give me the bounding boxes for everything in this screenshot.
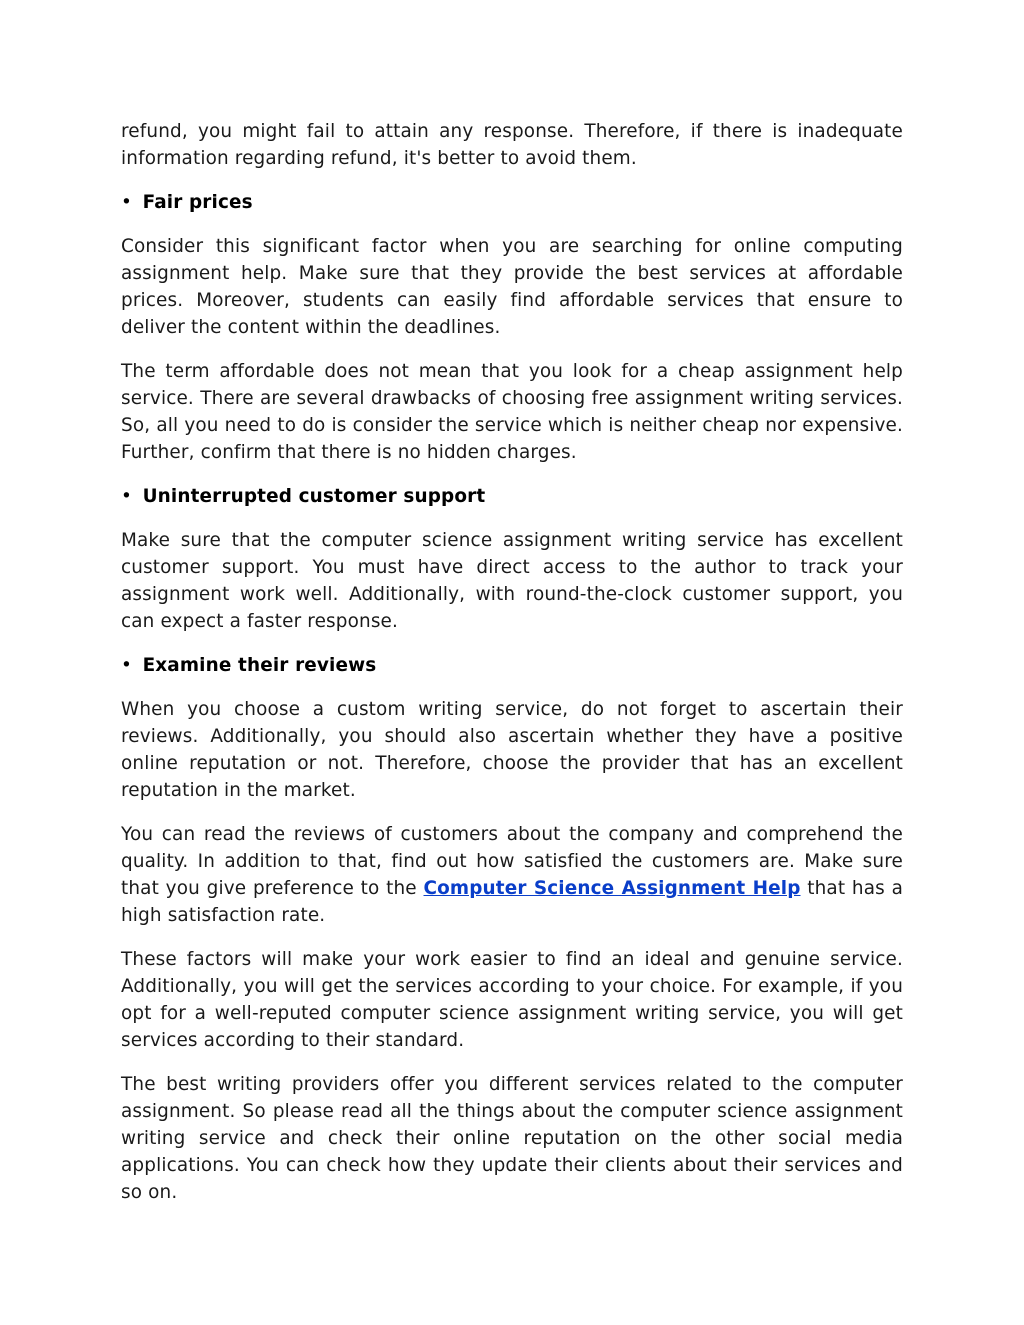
bullet-icon: • [121,486,132,507]
paragraph-significant-factor: Consider this significant factor when you are searching for online computing assignment help. Make sure that they provide the best services at affordable prices. Moreover, students can easily find affordable services that ensure to deliver the content within the deadlines. [121,236,903,338]
bullet-icon: • [121,192,132,213]
paragraph-text: You can read the reviews of customers about the company and comprehend the quality. In addition to that, find out how satisfied the customers are. Make sure that you give preference to the [121,824,903,899]
paragraph-best-providers: The best writing providers offer you different services related to the computer assignment. So please read all the things about the computer science assignment writing service and check their online reputation on the other social media applications. You can check how they update their clients about their services and so on. [121,1074,903,1203]
bullet-icon: • [121,655,132,676]
paragraph-customer-support: Make sure that the computer science assignment writing service has excellent customer support. You must have direct access to the author to track your assignment work well. Additionally, with round-the-clock customer support, you can expect a faster response. [121,530,903,632]
computer-science-assignment-help-link[interactable]: Computer Science Assignment Help [423,878,801,899]
paragraph-reviews: When you choose a custom writing service, do not forget to ascertain their reviews. Additionally, you should also ascertain whether they have a positive online reputation or not. Therefore, choose the provider that has an excellent reputation in the market. [121,699,903,801]
paragraph-affordable: The term affordable does not mean that you look for a cheap assignment help service. There are several drawbacks of choosing free assignment writing services. So, all you need to do is consider the service which is neither cheap nor expensive. Further, confirm that there is no hidden charges. [121,361,903,463]
paragraph-text: that has a high satisfaction rate. [121,878,904,926]
heading-text: Fair prices [142,192,253,213]
heading-fair-prices [121,189,903,216]
heading-text: Uninterrupted customer support [142,486,486,507]
heading-reviews [121,652,903,679]
paragraph-refund: refund, you might fail to attain any response. Therefore, if there is inadequate information regarding refund, it's better to avoid them. [121,121,903,169]
document-page [121,118,903,1223]
heading-text: Examine their reviews [142,655,377,676]
heading-customer-support [121,483,903,510]
paragraph-read-reviews [121,821,903,929]
paragraph-factors: These factors will make your work easier to find an ideal and genuine service. Additionally, you will get the services according to your choice. For example, if you opt for a well-reputed computer science assignment writing service, you will get services according to their standard. [121,949,903,1051]
